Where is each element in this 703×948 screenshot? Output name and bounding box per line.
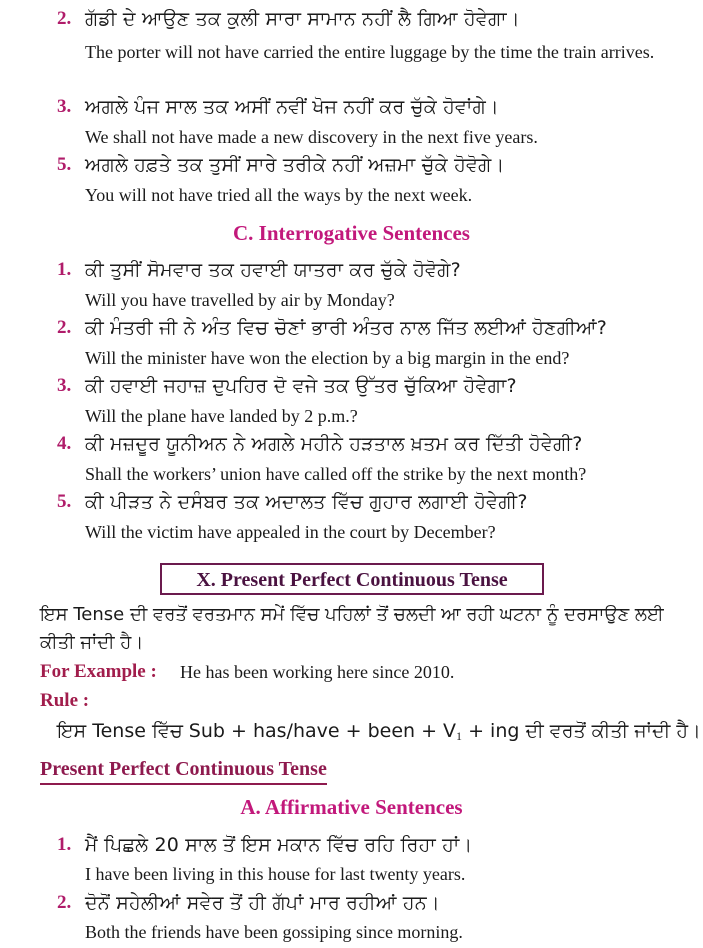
punjabi-sentence: ਕੀ ਹਵਾਈ ਜਹਾਜ਼ ਦੁਪਹਿਰ ਦੋ ਵਜੇ ਤਕ ਉੱਤਰ ਚੁੱਕਿਆ ਹੋਵੇਗਾ? [85,375,517,397]
list-item [57,892,687,948]
section-heading: C. Interrogative Sentences [233,221,470,245]
rule-prefix: ਇਸ Tense ਵਿੱਚ Sub + has/have + been + V [57,720,457,742]
punjabi-sentence: ਕੀ ਪੀੜਤ ਨੇ ਦਸੰਬਰ ਤਕ ਅਦਾਲਤ ਵਿੱਚ ਗੁਹਾਰ ਲਗਾਈ ਹੋਵੇਗੀ? [85,491,528,513]
punjabi-sentence: ਕੀ ਮਜ਼ਦੂਰ ਯੂਨੀਅਨ ਨੇ ਅਗਲੇ ਮਹੀਨੇ ਹੜਤਾਲ ਖ਼ਤਮ ਕਰ ਦਿੱਤੀ ਹੋਵੇਗੀ? [85,433,583,455]
english-sentence: I have been living in this house for last twenty years. [85,864,466,884]
list-item [57,96,687,152]
punjabi-sentence: ਦੋਨੋਂ ਸਹੇਲੀਆਂ ਸਵੇਰ ਤੋਂ ਹੀ ਗੱਪਾਂ ਮਾਰ ਰਹੀਆਂ ਹਨ। [85,892,440,914]
item-number: 2. [57,8,72,29]
english-sentence: Shall the workers’ union have called off the strike by the next month? [85,464,587,484]
punjabi-sentence: ਮੈਂ ਪਿਛਲੇ 20 ਸਾਲ ਤੋਂ ਇਸ ਮਕਾਨ ਵਿੱਚ ਰਹਿ ਰਿਹਾ ਹਾਂ। [85,834,473,856]
punjabi-sentence: ਅਗਲੇ ਪੰਜ ਸਾਲ ਤਕ ਅਸੀਂ ਨਵੀਂ ਖੋਜ ਨਹੀਂ ਕਰ ਚੁੱਕੇ ਹੋਵਾਂਗੇ। [85,96,499,118]
english-sentence: Will the plane have landed by 2 p.m.? [85,406,358,426]
item-number: 1. [57,259,72,280]
example-text: He has been working here since 2010. [180,662,455,682]
example-label: For Example : [40,661,157,682]
item-number: 2. [57,317,72,338]
english-sentence: Will the victim have appealed in the court by December? [85,522,496,542]
english-sentence: You will not have tried all the ways by the next week. [85,185,473,205]
tense-intro: ਇਸ Tense ਦੀ ਵਰਤੋਂ ਵਰਤਮਾਨ ਸਮੇਂ ਵਿੱਚ ਪਹਿਲਾਂ ਤੋਂ ਚਲਦੀ ਆ ਰਹੀ ਘਟਨਾ ਨੂੰ ਦਰਸਾਉਣ ਲਈ ਕੀਤੀ ਜਾਂਦੀ ਹੈ। [40,604,664,653]
item-number: 5. [57,491,72,512]
list-item [57,259,687,315]
item-number: 3. [57,375,72,396]
punjabi-sentence: ਗੱਡੀ ਦੇ ਆਉਣ ਤਕ ਕੁਲੀ ਸਾਰਾ ਸਾਮਾਨ ਨਹੀਂ ਲੈ ਗਿਆ ਹੋਵੇਗਾ। [85,8,520,30]
english-sentence: Both the friends have been gossiping since morning. [85,922,463,942]
punjabi-sentence: ਕੀ ਤੁਸੀਂ ਸੋਮਵਾਰ ਤਕ ਹਵਾਈ ਯਾਤਰਾ ਕਰ ਚੁੱਕੇ ਹੋਵੋਗੇ? [85,259,461,281]
list-item [57,433,687,489]
rule-subscript: 1 [456,729,463,743]
list-item [57,8,687,92]
item-number: 4. [57,433,72,454]
item-number: 2. [57,892,72,913]
rule-suffix: + ing ਦੀ ਵਰਤੋਂ ਕੀਤੀ ਜਾਂਦੀ ਹੈ। [462,720,701,742]
section-heading: A. Affirmative Sentences [240,795,463,819]
tense-title: X. Present Perfect Continuous Tense [160,563,544,595]
english-sentence: The porter will not have carried the entire luggage by the time the train arrives. [85,42,655,62]
english-sentence: We shall not have made a new discovery in the next five years. [85,127,538,147]
punjabi-sentence: ਅਗਲੇ ਹਫ਼ਤੇ ਤਕ ਤੁਸੀਂ ਸਾਰੇ ਤਰੀਕੇ ਨਹੀਂ ਅਜ਼ਮਾ ਚੁੱਕੇ ਹੋਵੋਗੇ। [85,154,505,176]
item-number: 1. [57,834,72,855]
list-item [57,154,687,210]
list-item [57,317,687,373]
punjabi-sentence: ਕੀ ਮੰਤਰੀ ਜੀ ਨੇ ਅੰਤ ਵਿਚ ਚੋਣਾਂ ਭਾਰੀ ਅੰਤਰ ਨਾਲ ਜਿੱਤ ਲਈਆਂ ਹੋਣਗੀਆਂ? [85,317,608,339]
list-item [57,491,687,547]
item-number: 5. [57,154,72,175]
list-item [57,375,687,431]
list-item [57,834,687,890]
english-sentence: Will you have travelled by air by Monday? [85,290,395,310]
item-number: 3. [57,96,72,117]
rule-label: Rule : [40,690,90,711]
subheading: Present Perfect Continuous Tense [40,758,327,785]
rule-formula [57,720,701,744]
english-sentence: Will the minister have won the election by a big margin in the end? [85,348,570,368]
